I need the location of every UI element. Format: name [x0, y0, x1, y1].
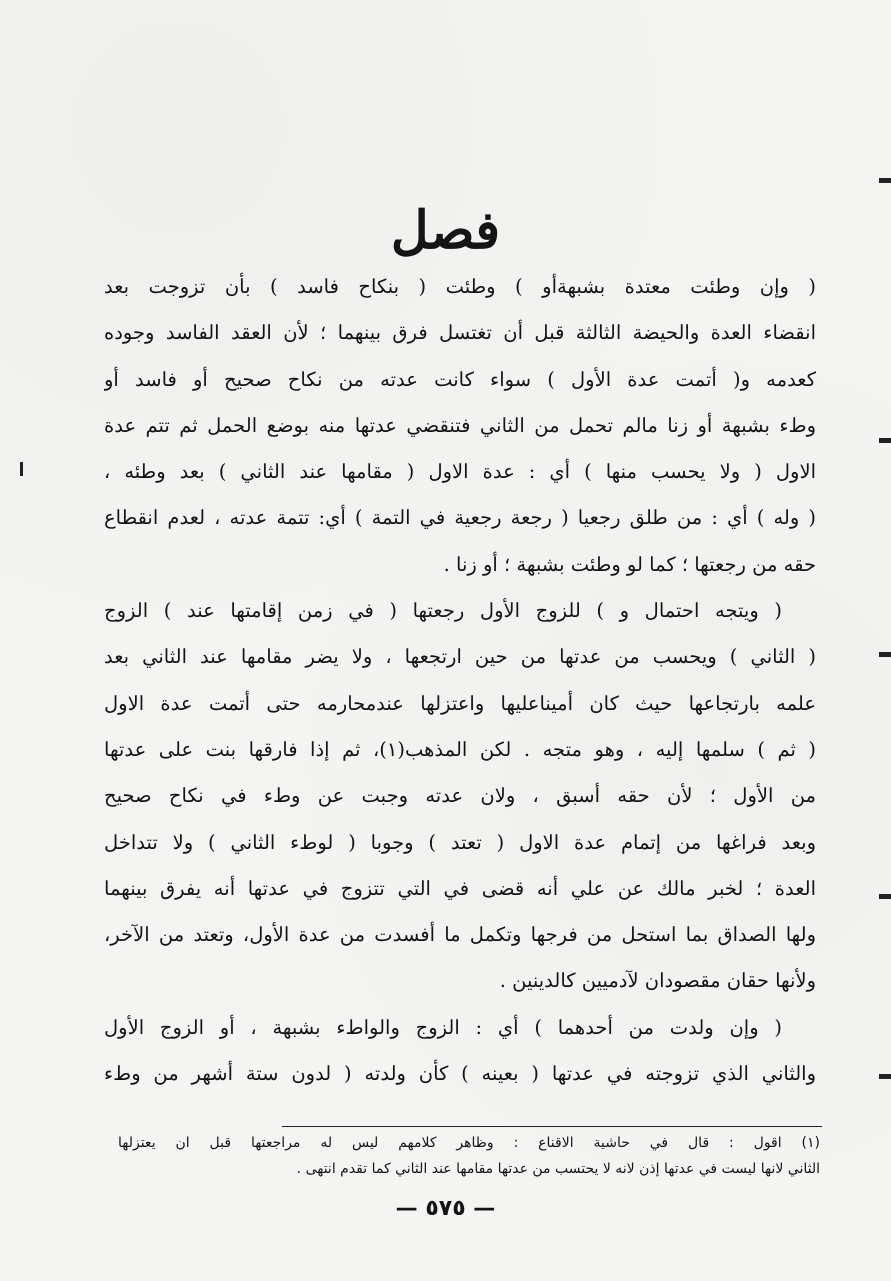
scan-margin-mark [20, 462, 23, 476]
text-line: ( وله ) أي : من طلق رجعيا ( رجعة رجعية في التمة ) أي: تتمة عدته ، لعدم انقطاع [104, 506, 816, 530]
body-text [104, 264, 816, 1097]
footnotes [118, 1130, 820, 1182]
footnote-line: الثاني لانها ليست في عدتها إذن لانه لا يحتسب من عدتها مقامها عند الثاني كما تقدم انتهى . [296, 1161, 820, 1177]
footnote-line: (١) اقول : قال في حاشية الاقناع : وظاهر كلامهم ليس له مراجعتها قبل ان يعتزلها [118, 1135, 820, 1151]
text-line: العدة ؛ لخبر مالك عن علي أنه قضى في التي تتزوج في عدتها أنه يفرق بينهما [104, 876, 816, 900]
text-line: ( الثاني ) ويحسب من عدتها من حين ارتجعها ، ولا يضر مقامها عند الثاني بعد [104, 645, 816, 669]
text-line: وبعد فراغها من إتمام عدة الاول ( تعتد ) وجوبا ( لوطء الثاني ) ولا تتداخل [104, 830, 816, 854]
page-number: — ٥٧٥ — [395, 1196, 496, 1221]
text-line: وطء بشبهة أو زنا مالم تحمل من الثاني فتنقضي عدتها منه بوضع الحمل ثم تتم عدة [104, 413, 816, 437]
text-line: كعدمه و( أتمت عدة الأول ) سواء كانت عدته من نكاح صحيح أو فاسد أو [104, 367, 816, 391]
text-line: من الأول ؛ لأن حقه أسبق ، ولان عدته وجبت عن وطء في نكاح صحيح [104, 784, 816, 808]
scan-margin-mark [879, 178, 891, 183]
text-line: علمه بارتجاعها حيث كان أميناعليها واعتزلها عندمحارمه حتى أتمت عدة الاول [104, 691, 816, 715]
text-line: ( ويتجه احتمال و ) للزوج الأول رجعتها ( في زمن إقامتها عند ) الزوج [104, 599, 782, 623]
text-line: ( ثم ) سلمها إليه ، وهو متجه . لكن المذهب(١)، ثم إذا فارقها بنت على عدتها [104, 737, 816, 761]
text-line: ولأنها حقان مقصودان لآدميين كالدينين . [499, 969, 816, 993]
scan-margin-mark [879, 894, 891, 899]
text-line: ( وإن وطئت معتدة بشبهةأو ) وطئت ( بنكاح فاسد ) بأن تزوجت بعد [104, 275, 816, 298]
scan-margin-mark [879, 652, 891, 657]
text-line: ولها الصداق بما استحل من فرجها وتكمل ما أفسدت من عدة الأول، وتعتد من الآخر، [104, 923, 816, 947]
text-line: انقضاء العدة والحيضة الثالثة قبل أن تغتسل فرق بينهما ؛ لأن العقد الفاسد وجوده [104, 321, 816, 345]
text-line: ( وإن ولدت من أحدهما ) أي : الزوج والواطء بشبهة ، أو الزوج الأول [104, 1015, 782, 1039]
footnote-divider [282, 1126, 822, 1127]
text-line: والثاني الذي تزوجته في عدتها ( بعينه ) كأن ولدته ( لدون ستة أشهر من وطء [104, 1062, 816, 1086]
section-heading: فصل [390, 200, 501, 261]
scan-margin-mark [879, 438, 891, 443]
text-line: حقه من رجعتها ؛ كما لو وطئت بشبهة ؛ أو زنا . [443, 552, 816, 576]
scan-margin-mark [879, 1074, 891, 1079]
text-line: الاول ( ولا يحسب منها ) أي : عدة الاول ( مقامها عند الثاني ) بعد وطئه ، [104, 460, 816, 484]
